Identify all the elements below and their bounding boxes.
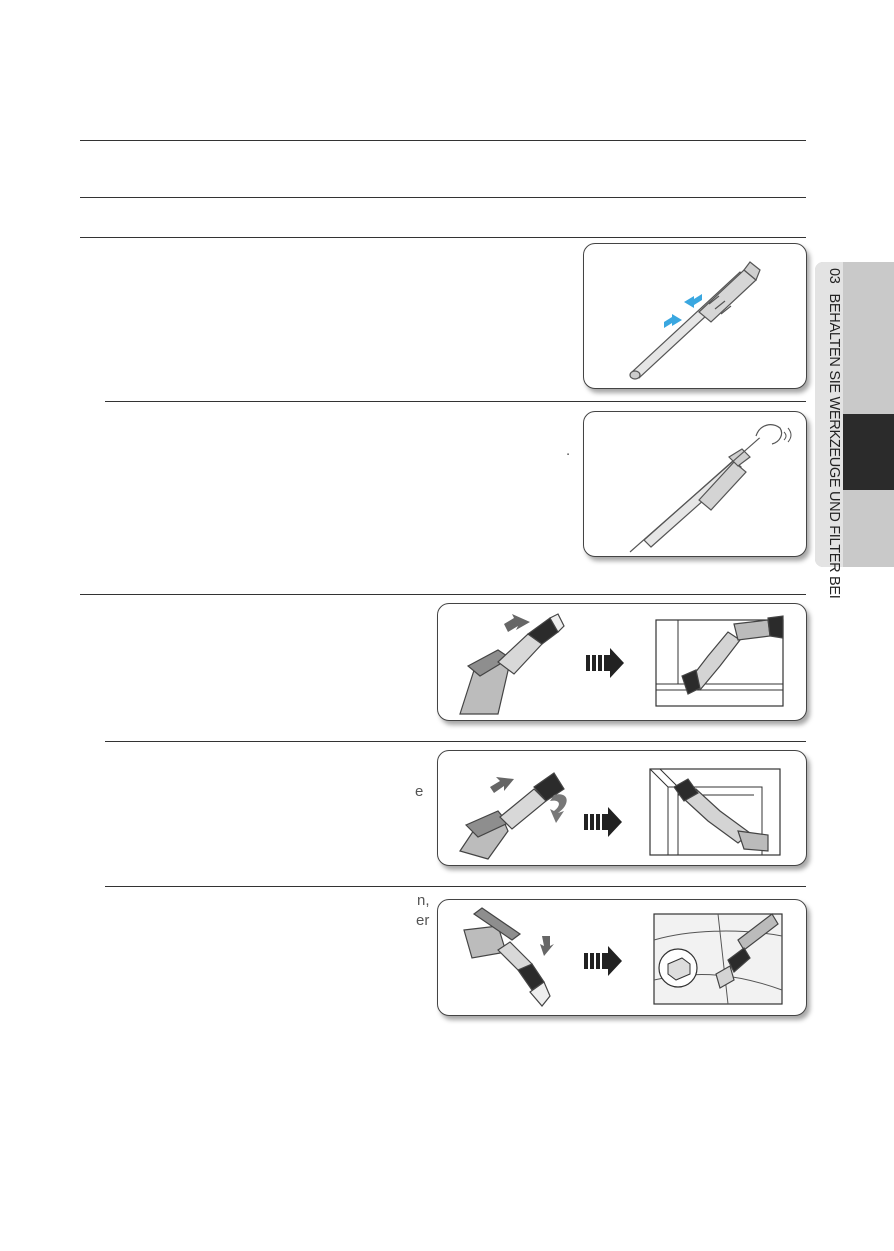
text-fragment-er: er bbox=[416, 912, 430, 929]
tube-stick-illustration bbox=[584, 412, 806, 556]
illustration-telescopic-tube bbox=[583, 243, 807, 389]
rule-7 bbox=[105, 886, 806, 887]
chapter-title: BEHALTEN SIE WERKZEUGE UND FILTER BEI bbox=[826, 293, 842, 599]
text-fragment-n: n, bbox=[417, 892, 430, 909]
rule-2 bbox=[80, 197, 806, 198]
rule-6 bbox=[105, 741, 806, 742]
text-fragment-period: . bbox=[566, 442, 571, 459]
rule-5 bbox=[80, 594, 806, 595]
rule-3 bbox=[80, 237, 806, 238]
illustration-crevice-car-seat bbox=[437, 899, 807, 1016]
text-fragment-e: e bbox=[415, 783, 424, 800]
crevice-rotate-illustration bbox=[438, 751, 806, 865]
rule-4 bbox=[105, 401, 806, 402]
crevice-seat-illustration bbox=[438, 900, 806, 1015]
crevice-attach-illustration bbox=[438, 604, 806, 720]
side-tab-marker bbox=[843, 414, 894, 490]
tube-illustration bbox=[584, 244, 806, 388]
illustration-clear-blockage bbox=[583, 411, 807, 557]
chapter-number: 03 bbox=[826, 268, 842, 284]
illustration-crevice-attach bbox=[437, 603, 807, 721]
chapter-label bbox=[820, 268, 842, 599]
illustration-crevice-rotate bbox=[437, 750, 807, 866]
rule-top bbox=[80, 140, 806, 141]
